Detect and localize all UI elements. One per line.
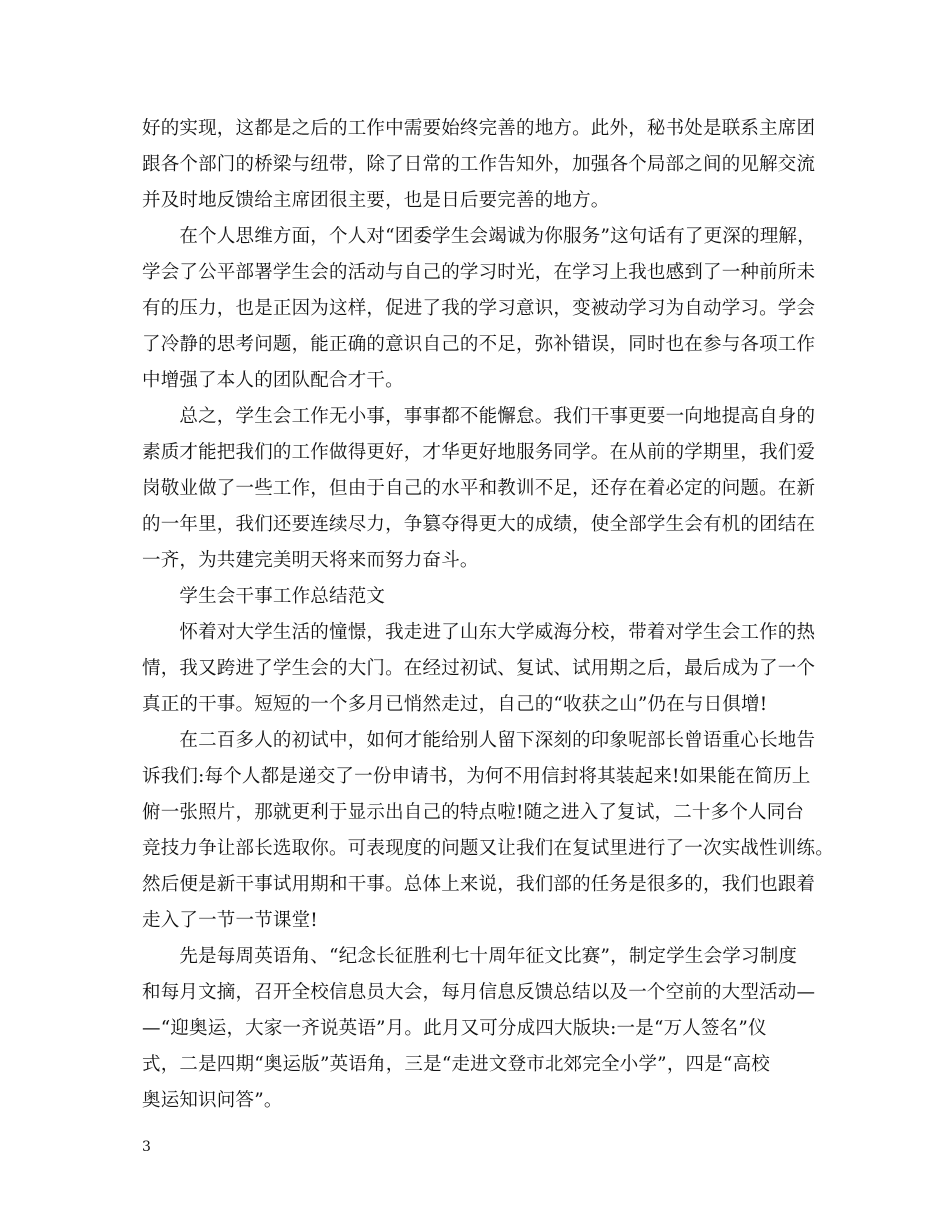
text-line: 有的压力，也是正因为这样，促进了我的学习意识，变被动学习为自动学习。学会 xyxy=(142,298,816,319)
text-line: 总之，学生会工作无小事，事事都不能懈怠。我们干事更要一向地提高自身的 xyxy=(142,406,816,427)
text-line: 并及时地反馈给主席团很主要，也是日后要完善的地方。 xyxy=(142,190,610,211)
text-line: 先是每周英语角、“纪念长征胜利七十周年征文比赛”，制定学生会学习制度 xyxy=(142,946,798,967)
text-line: 走入了一节一节课堂! xyxy=(142,910,318,931)
text-line: 和每月文摘，召开全校信息员大会，每月信息反馈总结以及一个空前的大型活动— xyxy=(142,982,816,1003)
text-line: 一齐，为共建完美明天将来而努力奋斗。 xyxy=(142,550,479,571)
page-number: 3 xyxy=(142,1139,151,1155)
text-line: 在二百多人的初试中，如何才能给别人留下深刻的印象呢部长曾语重心长地告 xyxy=(142,730,816,751)
text-line: 诉我们:每个人都是递交了一份申请书，为何不用信封将其装起来!如果能在简历上 xyxy=(142,766,811,787)
text-line: 在个人思维方面，个人对“团委学生会竭诚为你服务”这句话有了更深的理解， xyxy=(142,226,816,247)
text-line: 跟各个部门的桥梁与纽带，除了日常的工作告知外，加强各个局部之间的见解交流 xyxy=(142,154,816,175)
text-line: 竞技力争让部长选取你。可表现度的问题又让我们在复试里进行了一次实战性训练。 xyxy=(142,838,834,859)
text-line: 的一年里，我们还要连续尽力，争篡夺得更大的成绩，使全部学生会有机的团结在 xyxy=(142,514,816,535)
text-line: 学会了公平部署学生会的活动与自己的学习时光，在学习上我也感到了一种前所未 xyxy=(142,262,816,283)
text-line: 好的实现，这都是之后的工作中需要始终完善的地方。此外，秘书处是联系主席团 xyxy=(142,118,816,139)
section-heading: 学生会干事工作总结范文 xyxy=(142,586,386,607)
text-line: 情，我又跨进了学生会的大门。在经过初试、复试、试用期之后，最后成为了一个 xyxy=(142,658,816,679)
text-line: 奥运知识问答”。 xyxy=(142,1090,283,1111)
text-line: 俯一张照片，那就更利于显示出自己的特点啦!随之进入了复试，二十多个人同台 xyxy=(142,802,805,823)
text-line: 式，二是四期“奥运版”英语角，三是“走进文登市北郊完全小学”，四是“高校 xyxy=(142,1054,770,1075)
text-line: 真正的干事。短短的一个多月已悄然走过，自己的“收获之山”仍在与日俱增! xyxy=(142,694,768,715)
text-line: —“迎奥运，大家一齐说英语”月。此月又可分成四大版块:一是“万人签名”仪 xyxy=(142,1018,767,1039)
text-line: 岗敬业做了一些工作，但由于自己的水平和教训不足，还存在着必定的问题。在新 xyxy=(142,478,816,499)
text-line: 然后便是新干事试用期和干事。总体上来说，我们部的任务是很多的，我们也跟着 xyxy=(142,874,816,895)
text-line: 素质才能把我们的工作做得更好，才华更好地服务同学。在从前的学期里，我们爱 xyxy=(142,442,816,463)
text-line: 了冷静的思考问题，能正确的意识自己的不足，弥补错误，同时也在参与各项工作 xyxy=(142,334,816,355)
text-line: 怀着对大学生活的憧憬，我走进了山东大学威海分校，带着对学生会工作的热 xyxy=(142,622,816,643)
text-line: 中增强了本人的团队配合才干。 xyxy=(142,370,404,391)
